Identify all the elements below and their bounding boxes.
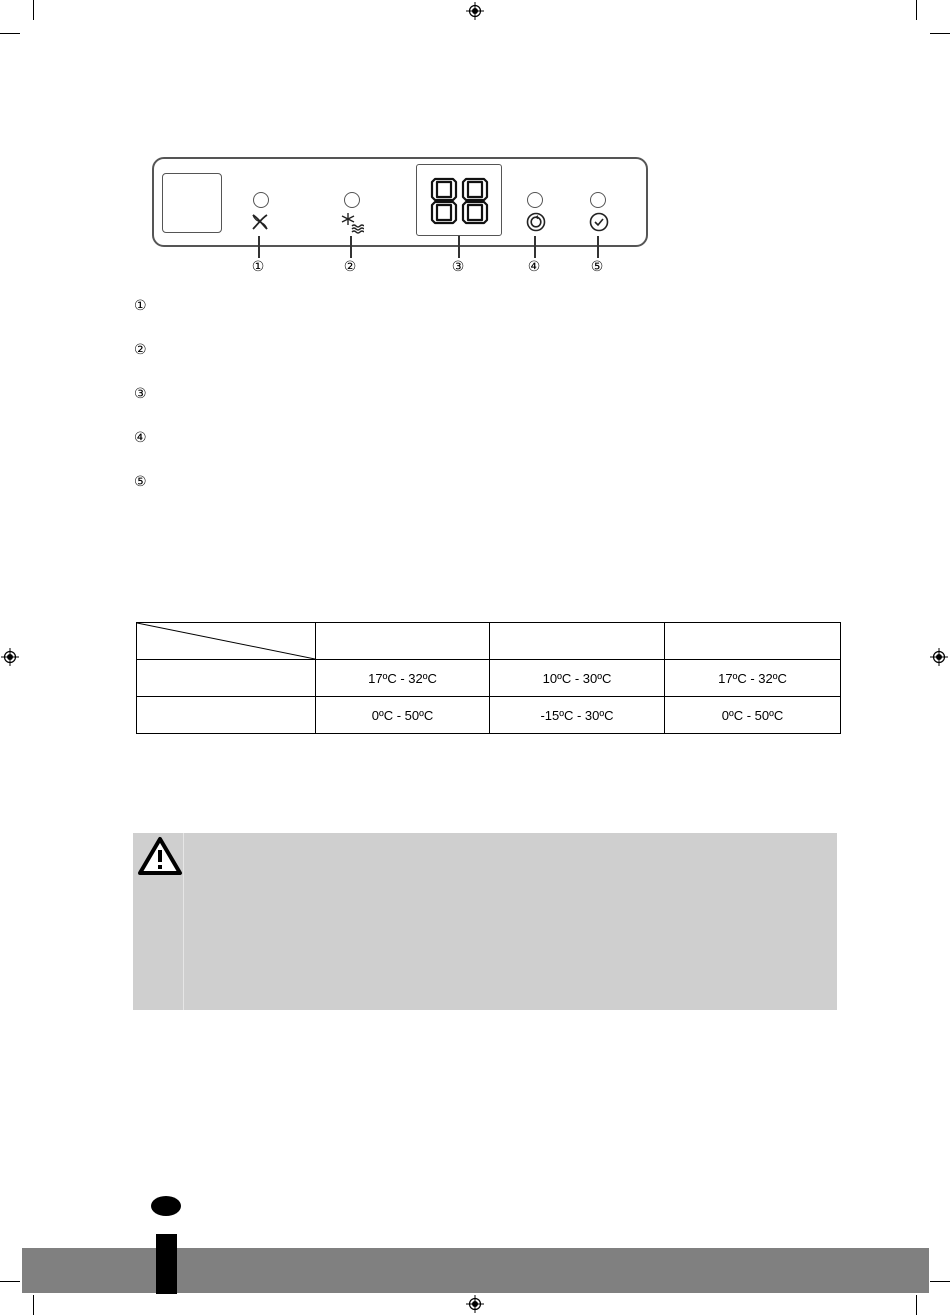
table-header-row xyxy=(137,623,841,660)
continuous-led xyxy=(527,192,543,208)
table-cell: 17ºC - 32ºC xyxy=(665,660,841,697)
timer-led xyxy=(590,192,606,208)
table-header-cell xyxy=(490,623,665,660)
warning-box xyxy=(133,833,837,1010)
callout-line-1 xyxy=(258,236,260,258)
legend-item-3: ③ xyxy=(134,386,147,402)
table-cell: 10ºC - 30ºC xyxy=(490,660,665,697)
crop-mark-top-right-v xyxy=(916,0,917,20)
table-cell: 0ºC - 50ºC xyxy=(665,697,841,734)
language-badge xyxy=(151,1196,181,1216)
crop-mark-top-right-h xyxy=(930,33,950,34)
callout-4: ④ xyxy=(527,259,541,275)
crop-mark-top-left-h xyxy=(0,33,20,34)
table-row xyxy=(137,697,841,734)
temperature-range-table xyxy=(136,622,841,734)
callout-line-5 xyxy=(597,236,599,258)
crop-mark-top-left-v xyxy=(33,0,34,20)
continuous-mode-icon xyxy=(526,212,546,232)
warning-triangle-icon xyxy=(137,836,183,876)
registration-mark-bottom-icon xyxy=(466,1295,484,1313)
crop-mark-bottom-right-h xyxy=(930,1281,950,1282)
callout-line-4 xyxy=(534,236,536,258)
table-header-cell xyxy=(316,623,490,660)
table-cell: -15ºC - 30ºC xyxy=(490,697,665,734)
crop-mark-bottom-right-v xyxy=(916,1295,917,1315)
fan-led xyxy=(253,192,269,208)
legend-item-4: ④ xyxy=(134,430,147,446)
registration-mark-top-icon xyxy=(466,2,484,20)
diagonal-divider-icon xyxy=(137,623,315,659)
callout-line-2 xyxy=(350,236,352,258)
crop-mark-bottom-left-h xyxy=(0,1281,20,1282)
fan-icon xyxy=(250,212,270,232)
control-panel xyxy=(152,157,648,247)
table-row-label xyxy=(137,660,316,697)
panel-window xyxy=(162,173,222,233)
crop-mark-bottom-left-v xyxy=(33,1295,34,1315)
table-header-cell xyxy=(665,623,841,660)
display-digits-icon xyxy=(430,176,492,226)
table-cell: 17ºC - 32ºC xyxy=(316,660,490,697)
legend-item-1: ① xyxy=(134,298,147,314)
registration-mark-right-icon xyxy=(930,648,948,666)
timer-icon xyxy=(589,212,609,232)
legend-item-5: ⑤ xyxy=(134,474,147,490)
footer-tab xyxy=(156,1234,177,1294)
registration-mark-left-icon xyxy=(1,648,19,666)
callout-1: ① xyxy=(251,259,265,275)
defrost-led xyxy=(344,192,360,208)
callout-2: ② xyxy=(343,259,357,275)
table-cell: 0ºC - 50ºC xyxy=(316,697,490,734)
callout-5: ⑤ xyxy=(590,259,604,275)
callout-line-3 xyxy=(458,236,460,258)
table-row xyxy=(137,660,841,697)
defrost-icon xyxy=(340,212,364,234)
table-row-label xyxy=(137,697,316,734)
warning-divider xyxy=(183,833,184,1010)
table-corner-cell xyxy=(137,623,316,660)
legend-item-2: ② xyxy=(134,342,147,358)
callout-3: ③ xyxy=(451,259,465,275)
